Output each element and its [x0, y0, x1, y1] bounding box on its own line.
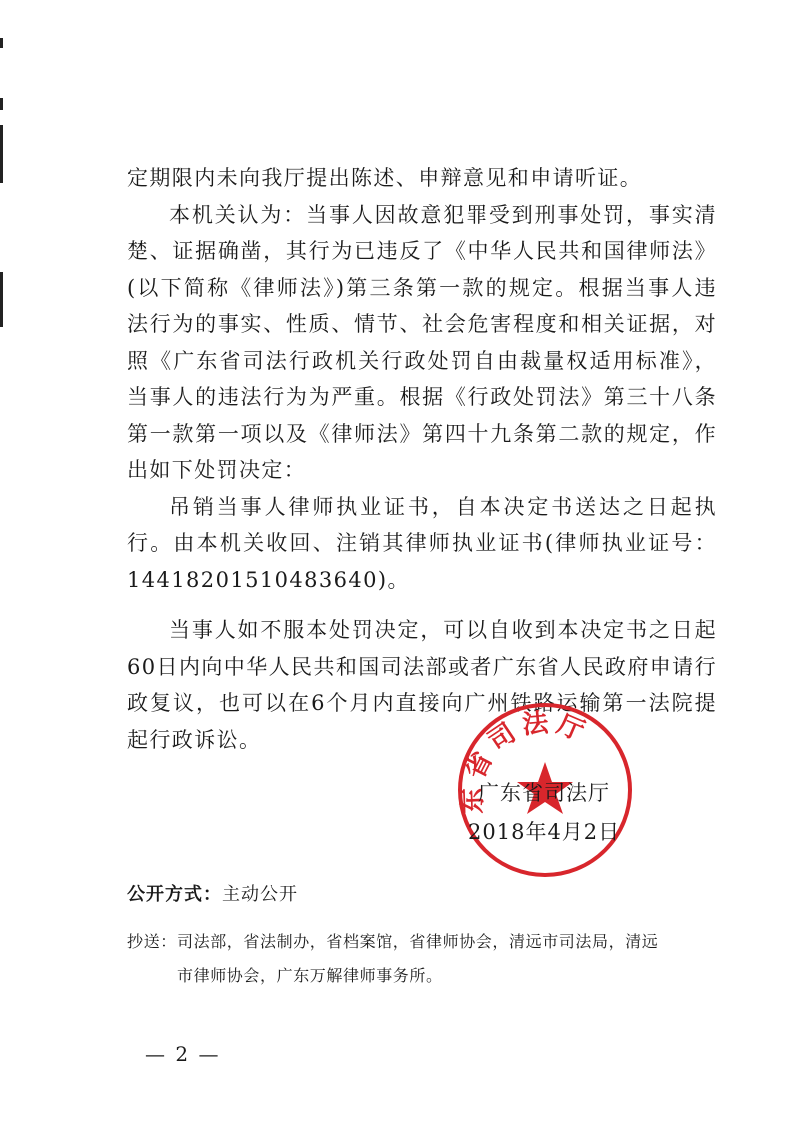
disclosure-value: 主动公开 — [222, 884, 298, 905]
disclosure-method — [127, 880, 298, 906]
paragraph-continuation: 定期限内未向我厅提出陈述、申辩意见和申请听证。 — [127, 166, 643, 190]
cc-line-1 — [127, 925, 727, 959]
binding-mark — [0, 98, 3, 110]
issue-date: 2018年4月2日 — [468, 820, 621, 844]
paragraph-finding: 本机关认为：当事人因故意犯罪受到刑事处罚，事实清楚、证据确凿，其行为已违反了《中华人民共和国律师法》(以下简称《律师法》)第三条第一款的规定。根据当事人违法行为的事实、性质、情节、社会危害程度和相关证据，对照《广东省司法行政机关行政处罚自由裁量权适用标准》，当事人的违法行为为严重。根据《行政处罚法》第三十八条第一款第一项以及《律师法》第四十九条第二款的规定，作出如下处罚决定： — [127, 202, 717, 482]
disclosure-label: 公开方式： — [127, 884, 222, 905]
binding-mark — [0, 38, 3, 48]
paragraph-penalty: 吊销当事人律师执业证书，自本决定书送达之日起执行。由本机关收回、注销其律师执业证书(律师执业证号：14418201510483640)。 — [127, 494, 717, 592]
decision-body — [127, 160, 717, 772]
binding-mark — [0, 272, 3, 327]
binding-mark — [0, 125, 3, 183]
cc-recipients-1: 司法部，省法制办，省档案馆，省律师协会，清远市司法局，清远 — [177, 932, 659, 951]
page-number: — 2 — — [145, 1042, 221, 1066]
cc-label: 抄送： — [127, 932, 177, 951]
paragraph-appeal-rights: 当事人如不服本处罚决定，可以自收到本决定书之日起60日内向中华人民共和国司法部或者广东省人民政府申请行政复议，也可以在6个月内直接向广州铁路运输第一法院提起行政诉讼。 — [127, 618, 717, 752]
issuing-authority: 广东省司法厅 — [478, 781, 610, 805]
cc-list — [127, 925, 727, 993]
cc-recipients-2: 市律师协会，广东万解律师事务所。 — [177, 966, 443, 985]
seal-text: 东省司法厅 — [457, 707, 595, 815]
